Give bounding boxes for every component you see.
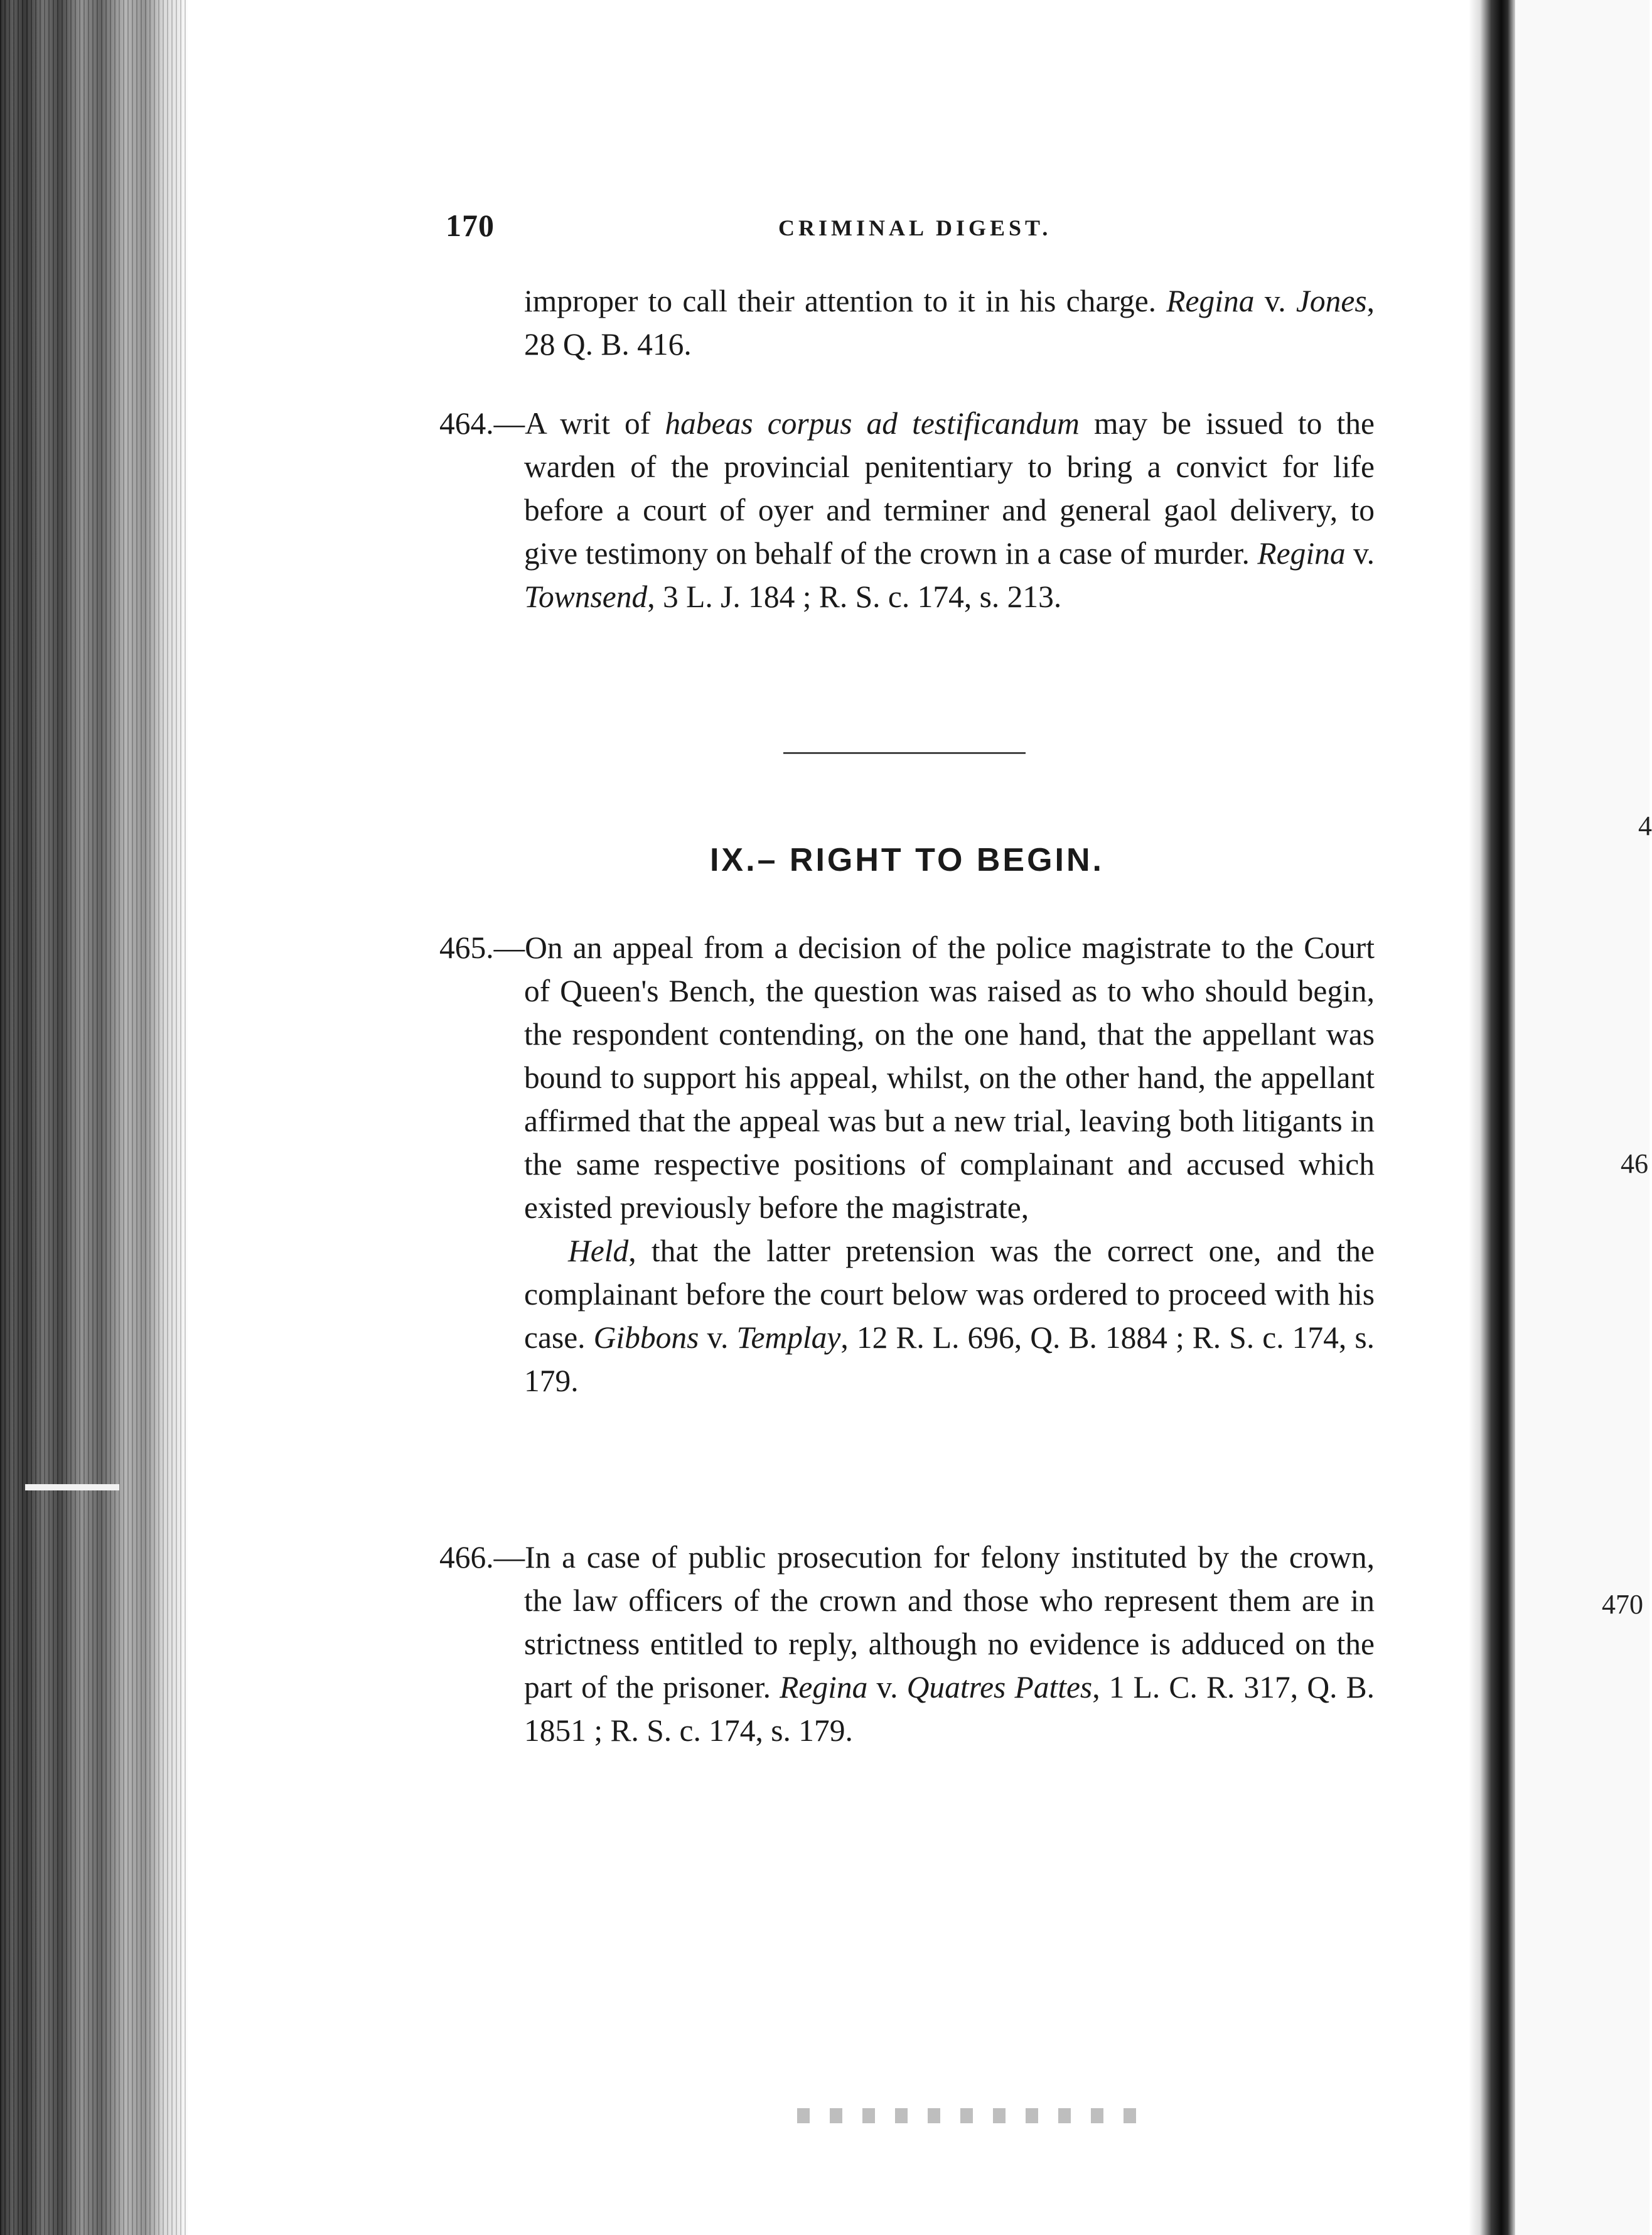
case-name: Regina <box>1166 284 1255 318</box>
entry-number: 466. <box>439 1540 494 1575</box>
entry-464 <box>439 402 1375 618</box>
case-citation: , 3 L. J. 184 ; R. S. c. 174, s. 213. <box>647 579 1062 614</box>
book-gutter <box>1469 0 1515 2235</box>
case-name: Regina <box>780 1670 868 1705</box>
case-citation: , 12 R. L. 696, Q. B. 1884 ; R. S. c. 174, s. 179. <box>524 1320 1375 1398</box>
scan-mark <box>25 1484 119 1490</box>
entry-number: 465. <box>439 930 494 965</box>
case-party: Townsend <box>524 579 648 614</box>
facing-page-fragment: 470 <box>1602 1589 1643 1620</box>
section-divider <box>783 752 1026 754</box>
entry-text: —On an appeal from a decision of the police magistrate to the Court of Queen's Bench, the question was raised as to who should begin, the respondent contending, on the one hand, that the appellant was bound to support his appeal, whilst, on the other hand, the appellant affirmed that the appeal was but a new trial, leaving both litigants in the same respective positions of complainant and accused which existed previously before the magistrate, <box>493 930 1375 1225</box>
writ-name: habeas corpus ad testificandum <box>665 406 1080 441</box>
case-name: Gibbons <box>593 1320 699 1355</box>
running-head: CRIMINAL DIGEST. <box>778 215 1052 240</box>
case-citation: , 1 L. C. R. 317, Q. B. 1851 ; R. S. c. 174, s. 179. <box>524 1670 1375 1748</box>
entry-465 <box>439 926 1375 1403</box>
facing-page-fragment: 46 <box>1621 1148 1648 1179</box>
case-party: Jones <box>1295 284 1367 318</box>
facing-page-sliver <box>1515 0 1649 2235</box>
page-number: 170 <box>446 208 495 243</box>
entry-dash: —A writ of <box>493 406 665 441</box>
entry-text: —In a case of public prosecution for felony instituted by the crown, the law officers of the crown and those who represent them are in strictness entitled to reply, although no evidence is adduced on the part of the prisoner. <box>493 1540 1375 1705</box>
case-vs: v. <box>699 1320 737 1355</box>
case-party: Templay <box>736 1320 841 1355</box>
case-vs: v. <box>1254 284 1296 318</box>
section-heading: IX.– RIGHT TO BEGIN. <box>709 842 1104 878</box>
scan-smudge <box>797 2108 1136 2123</box>
page-header <box>446 207 1375 245</box>
entry-text: may be issued to the warden of the provincial penitentiary to bring a convict for life before a court of oyer and terminer and general gaol delivery, to give testimony on behalf of the crown in a case of murder. <box>524 406 1375 571</box>
case-vs: v. <box>1345 536 1375 571</box>
case-name: Regina <box>1257 536 1346 571</box>
case-citation: , 28 Q. B. 416. <box>524 284 1375 362</box>
continuation-text: improper to call their attention to it in his charge. <box>524 284 1157 318</box>
case-party: Quatres Pattes <box>906 1670 1093 1705</box>
held-word: Held <box>568 1234 629 1268</box>
continuation-paragraph <box>439 279 1375 366</box>
case-vs: v. <box>867 1670 907 1705</box>
held-text: , that the latter pretension was the correct one, and the complainant before the court below was ordered to proceed with his case. <box>524 1234 1375 1355</box>
book-page-edges <box>0 0 188 2235</box>
entry-466 <box>439 1536 1375 1752</box>
entry-number: 464. <box>439 406 494 441</box>
facing-page-fragment: 4 <box>1638 811 1652 841</box>
